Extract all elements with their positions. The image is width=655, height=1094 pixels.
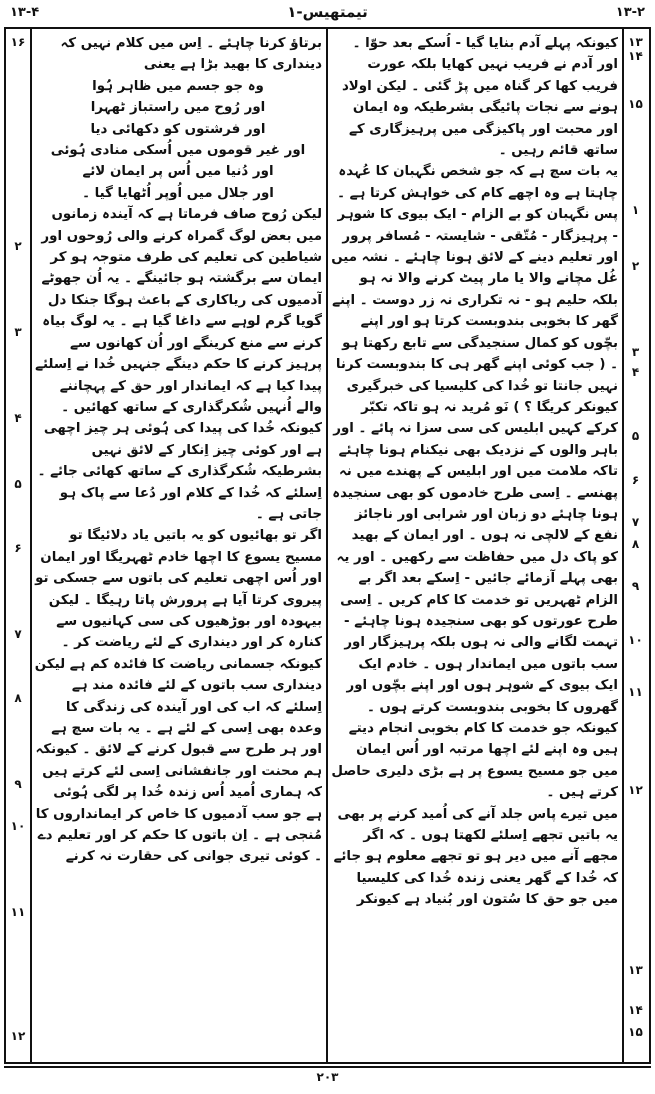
- verse-number: ۸: [14, 691, 22, 705]
- verse-number: ۴: [631, 365, 640, 379]
- poem-line: اور غیر قوموں میں اُسکی منادی ہُوئی: [50, 143, 306, 159]
- poem-line: وہ جو جسم میں ظاہر ہُوا: [92, 78, 264, 94]
- verse-number: ۲: [631, 259, 640, 273]
- passage-paragraph: اگر تو بھائیوں کو یہ باتیں یاد دلائیگا تو مسیح یسوع کا اچھا خادم ٹھہریگا اور ایمان اور اُس اچھی تعلیم کی باتوں سے جسکی تو پیروی کرتا آیا ہے پرورش پاتا رہیگا ۔ لیکن بیہودہ اور بوڑھیوں کی سی کہانیوں سے کنارہ کر اور دینداری کے لئے ریاضت کر ۔ کیونکہ جسمانی ریاضت کا فائدہ کم ہے لیکن دینداری سب باتوں کے لئے فائدہ مند ہے اِسلئے کہ اب کی اور آیندہ کی زندگی کا وعدہ بھی اِسی کے لئے ہے ۔ یہ بات سچ ہے اور ہر طرح سے قبول کرنے کے لائق ۔ کیونکہ ہم محنت اور جانفشانی اِسی لئے کرتے ہیں کہ ہماری اُمید اُس زندہ خُدا پر لگی ہُوئی ہے جو سب آدمیوں کا خاص کر ایمانداروں کا مُنجی ہے ۔ اِن باتوں کا حکم کر اور تعلیم دے ۔ کوئی تیری جوانی کی حقارت نہ کرنے: [34, 528, 322, 865]
- header-right-reference: ۱۳-۲: [615, 5, 645, 20]
- verse-number: ۵: [631, 429, 640, 443]
- right-verse-numbers: [624, 33, 647, 1058]
- verse-number: ۹: [14, 777, 22, 791]
- verse-number: ۱۴: [628, 1003, 643, 1017]
- divider-center: [326, 29, 328, 1062]
- passage-intro: برتاؤ کرنا چاہئے ۔ اِس میں کلام نہیں کہ دینداری کا بھید بڑا ہے یعنی: [60, 36, 322, 73]
- verse-number: ۲: [14, 239, 22, 253]
- passage-paragraph: لیکن رُوح صاف فرماتا ہے کہ آیندہ زمانوں میں بعض لوگ گمراہ کرنے والی رُوحوں اور شیاطین کی تعلیم کی طرف متوجہ ہو کر ایمان سے برگشتہ ہو جائینگے ۔ یہ اُن جھوٹے آدمیوں کی ریاکاری کے باعث ہوگا جنکا دل گویا گرم لوہے سے داغا گیا ہے ۔ یہ لوگ بیاہ کرنے سے منع کرینگے اور اُن کھانوں سے پرہیز کرنے کا حکم دینگے جنہیں خُدا نے اِسلئے پیدا کیا ہے کہ ایماندار اور حق کے پہچاننے والے اُنہیں شُکرگذاری کے ساتھ کھائیں ۔ کیونکہ خُدا کی پیدا کی ہُوئی ہر چیز اچھی ہے اور کوئی چیز اِنکار کے لائق نہیں بشرطیکہ شُکرگذاری کے ساتھ کھائی جائے ۔ اِسلئے کہ خُدا کے کلام اور دُعا سے پاک ہو جاتی ہے ۔: [35, 207, 322, 522]
- verse-number: ۱: [631, 203, 640, 217]
- verse-number: ۵: [14, 477, 22, 491]
- verse-number: ۳: [631, 345, 640, 359]
- page-number: ۲۰۳: [316, 1070, 339, 1084]
- verse-number: ۱۵: [628, 97, 643, 111]
- passage-paragraph: یہ بات سچ ہے کہ جو شخص نگہبان کا عُہدہ چاہتا ہے وہ اچھے کام کی خواہش کرتا ہے ۔ پس نگہبان کو بے الزام - ایک بیوی کا شوہر - پرہیزگار - مُتّقی - شایستہ - مُسافر پرور اور تعلیم دینے کے لائق ہونا چاہئے ۔ نشہ میں غُل مچانے والا یا مار پیٹ کرنے والا نہ ہو بلکہ حلیم ہو - نہ تکراری نہ زر دوست ۔ اپنے گھر کا بخوبی بندوبست کرتا ہو اور اپنے بچّوں کو کمال سنجیدگی سے تابع رکھتا ہو ۔ ( جب کوئی اپنے گھر ہی کا بندوبست کرنا نہیں جانتا تو خُدا کی کلیسیا کی خبرگیری کیونکر کریگا ؟ ) نَو مُرید نہ ہو تاکہ تکبّر کرکے کہیں ابلیس کی سی سزا نہ پائے ۔ اور باہر والوں کے نزدیک بھی نیکنام ہونا چاہئے تاکہ ملامت میں اور ابلیس کے پھندے میں نہ پھنسے ۔ اِسی طرح خادموں کو بھی سنجیدہ ہونا چاہئے دو زبان اور شرابی اور ناجائز نفع کے لالچی نہ ہوں ۔ اور ایمان کے بھید کو پاک دل میں حفاظت سے رکھیں ۔ اور یہ بھی پہلے آزمائے جائیں - اِسکے بعد اگر بے الزام ٹھہریں تو خدمت کا کام کریں ۔ اِسی طرح عورتوں کو بھی سنجیدہ ہونا چاہئے - تہمت لگانے والی نہ ہوں بلکہ پرہیزگار اور سب باتوں میں ایماندار ہوں ۔ خادم ایک ایک بیوی کے شوہر ہوں اور اپنے بچّوں اور گھروں کا بخوبی بندوبست کرتے ہوں ۔ کیونکہ جو خدمت کا کام بخوبی انجام دیتے ہیں وہ اپنے لئے اچھا مرتبہ اور اُس ایمان میں جو مسیح یسوع پر ہے بڑی دلیری حاصل کرتے ہیں ۔: [331, 164, 618, 801]
- verse-number: ۳: [14, 325, 22, 339]
- footer-rule: [4, 1066, 651, 1068]
- verse-number: ۱۵: [628, 1025, 643, 1039]
- verse-number: ۱۳: [628, 35, 643, 49]
- left-text-column: [34, 33, 322, 1058]
- verse-number: ۱۱: [628, 685, 643, 699]
- verse-number: ۱۶: [10, 35, 26, 49]
- verse-number: ۶: [631, 473, 640, 487]
- header-book-title: ۱-تیمتھیس: [287, 3, 368, 21]
- verse-number: ۱۰: [10, 819, 26, 833]
- page-header: [6, 2, 649, 26]
- verse-number: ۴: [14, 411, 22, 425]
- left-verse-numbers: [6, 33, 30, 1058]
- verse-number: ۱۱: [10, 905, 26, 919]
- verse-number: ۷: [631, 515, 640, 529]
- verse-number: ۷: [14, 627, 22, 641]
- text-frame: [4, 27, 651, 1064]
- verse-number: ۹: [631, 579, 640, 593]
- verse-number: ۶: [14, 541, 22, 555]
- passage-paragraph: کیونکہ پہلے آدم بنایا گیا - اُسکے بعد حوّا ۔ اور آدم نے فریب نہیں کھایا بلکہ عورت فریب کھا کر گناہ میں پڑ گئی ۔ لیکن اولاد ہونے سے نجات پائیگی بشرطیکہ وہ ایمان اور محبت اور پاکیزگی میں پرہیزگاری کے ساتھ قائم رہیں ۔: [341, 36, 618, 159]
- verse-number: ۱۲: [628, 783, 643, 797]
- poem-line: اور دُنیا میں اُس پر ایمان لائے: [82, 164, 274, 180]
- header-left-reference: ۱۳-۴: [10, 5, 40, 20]
- right-text-column: [331, 33, 618, 1058]
- passage-paragraph: میں تیرے پاس جلد آنے کی اُمید کرنے پر بھی یہ باتیں تجھے اِسلئے لکھتا ہوں ۔ کہ اگر مجھے آنے میں دیر ہو تو تجھے معلوم ہو جائے کہ خُدا کے گھر یعنی زندہ خُدا کی کلیسیا میں جو حق کا سُتون اور بُنیاد ہے کیونکر: [333, 806, 618, 908]
- poem-line: اور جلال میں اُوپر اُٹھایا گیا ۔: [82, 185, 274, 201]
- poem-line: اور فرشتوں کو دکھائی دیا: [90, 121, 266, 137]
- divider-left-numbers: [30, 29, 32, 1062]
- poem-line: اور رُوح میں راستباز ٹھہرا: [90, 100, 266, 116]
- verse-number: ۸: [631, 537, 640, 551]
- verse-number: ۱۳: [628, 963, 643, 977]
- verse-number: ۱۴: [628, 49, 643, 63]
- verse-number: ۱۰: [628, 633, 643, 647]
- verse-number: ۱۲: [10, 1029, 26, 1043]
